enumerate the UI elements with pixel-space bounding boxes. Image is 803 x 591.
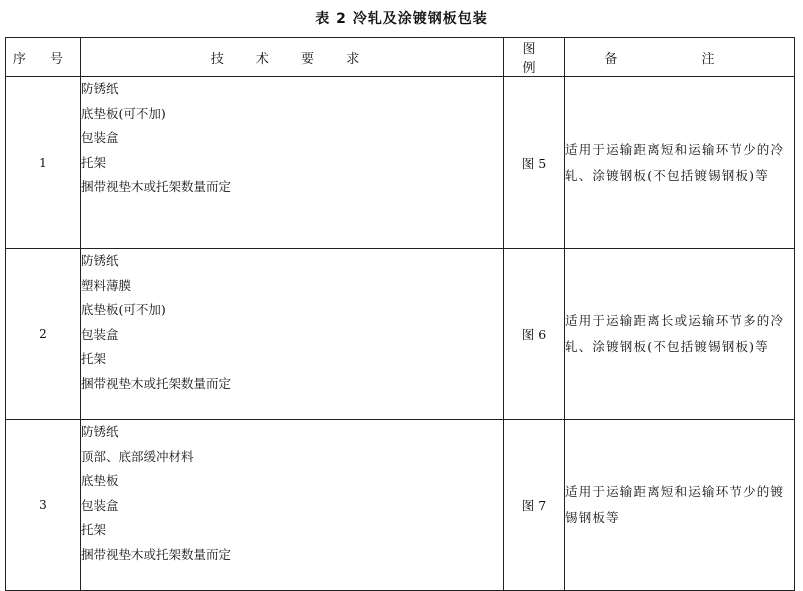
row-note: 适用于运输距离短和运输环节少的镀锡钢板等 xyxy=(565,420,795,591)
packaging-table xyxy=(5,37,795,591)
requirement-item: 捆带视垫木或托架数量而定 xyxy=(81,179,232,195)
row-figure: 图 7 xyxy=(504,420,565,591)
row-requirements xyxy=(81,420,504,591)
requirement-item: 捆带视垫木或托架数量而定 xyxy=(81,546,232,562)
requirement-item: 托架 xyxy=(81,154,107,170)
row-note: 适用于运输距离长或运输环节多的冷轧、涂镀钢板(不包括镀锡钢板)等 xyxy=(565,249,795,420)
table-row xyxy=(6,420,795,591)
row-seq: 1 xyxy=(6,77,81,249)
table-row xyxy=(6,249,795,420)
requirement-item: 防锈纸 xyxy=(81,424,119,439)
header-notes: 备 注 xyxy=(565,38,795,77)
row-seq: 3 xyxy=(6,420,81,591)
table-row xyxy=(6,77,795,249)
requirement-item: 底垫板(可不加) xyxy=(81,105,166,121)
header-row xyxy=(6,38,795,77)
requirement-item: 托架 xyxy=(81,351,107,367)
row-requirements xyxy=(81,249,504,420)
requirement-item: 包装盒 xyxy=(81,130,119,146)
table-title: 表 2 冷轧及涂镀钢板包装 xyxy=(315,11,488,27)
requirement-item: 底垫板 xyxy=(81,473,119,489)
requirement-item: 包装盒 xyxy=(81,326,119,342)
header-requirements: 技 术 要 求 xyxy=(81,38,504,77)
row-figure: 图 6 xyxy=(504,249,565,420)
row-requirements xyxy=(81,77,504,249)
requirement-item: 捆带视垫木或托架数量而定 xyxy=(81,375,232,391)
row-figure: 图 5 xyxy=(504,77,565,249)
requirement-item: 底垫板(可不加) xyxy=(81,302,166,318)
header-figure: 图 例 xyxy=(504,38,565,77)
requirement-item: 防锈纸 xyxy=(81,81,119,96)
requirement-item: 托架 xyxy=(81,522,107,538)
row-note: 适用于运输距离短和运输环节少的冷轧、涂镀钢板(不包括镀锡钢板)等 xyxy=(565,77,795,249)
header-seq: 序 号 xyxy=(6,38,81,77)
requirement-item: 包装盒 xyxy=(81,497,119,513)
requirement-item: 顶部、底部缓冲材料 xyxy=(81,448,194,464)
requirement-item: 防锈纸 xyxy=(81,253,119,268)
requirement-item: 塑料薄膜 xyxy=(81,277,132,293)
row-seq: 2 xyxy=(6,249,81,420)
